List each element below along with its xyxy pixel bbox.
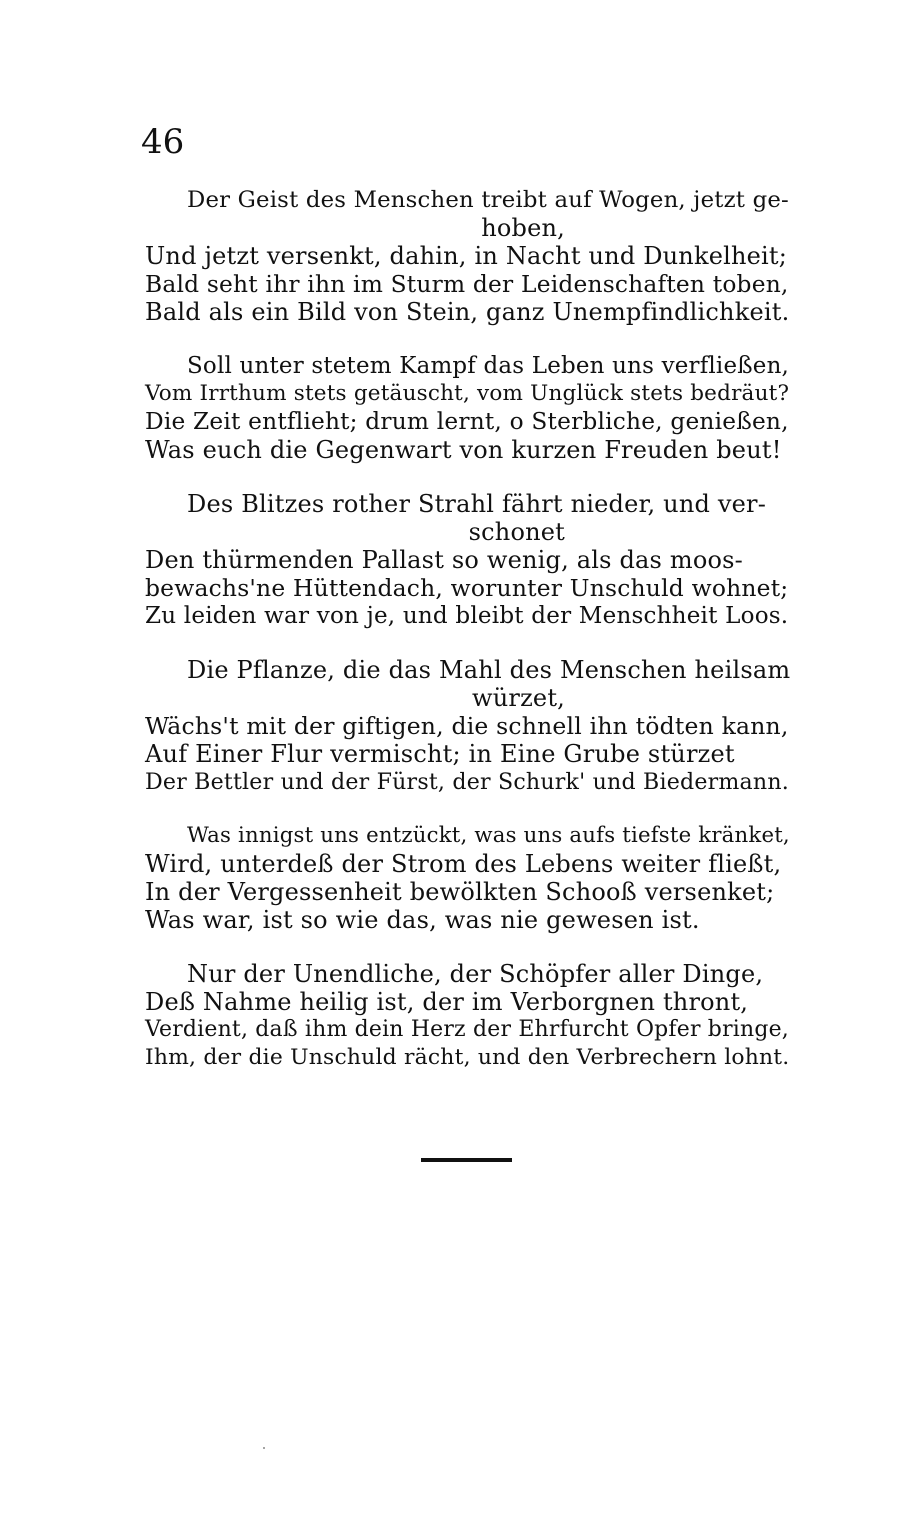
poem-line: Die Zeit entflieht; drum lernt, o Sterbliche, genießen, — [145, 408, 789, 435]
stanza — [145, 960, 795, 1072]
stanza — [145, 822, 795, 934]
poem-line: Die Pflanze, die das Mahl des Menschen heilsam — [187, 656, 791, 684]
poem-line: Der Bettler und der Fürst, der Schurk' und Biedermann. — [145, 769, 789, 795]
poem-line: Was war, ist so wie das, was nie gewesen ist. — [145, 906, 700, 934]
poem-line: In der Vergessenheit bewölkten Schooß versenket; — [145, 878, 775, 906]
poem-line-runover: würzet, — [472, 684, 565, 712]
poem-line: Deß Nahme heilig ist, der im Verborgnen thront, — [145, 988, 749, 1016]
poem-line: bewachs'ne Hüttendach, worunter Unschuld wohnet; — [145, 574, 789, 602]
paper-speck — [263, 1447, 265, 1449]
poem-line: Ihm, der die Unschuld rächt, und den Verbrechern lohnt. — [145, 1045, 790, 1070]
poem-line: Wächs't mit der giftigen, die schnell ihn tödten kann, — [145, 712, 789, 740]
poem-line: Der Geist des Menschen treibt auf Wogen, jetzt ge- — [187, 187, 789, 213]
poem-line: Was euch die Gegenwart von kurzen Freuden beut! — [145, 436, 782, 464]
poem-line-runover: hoben, — [481, 214, 565, 242]
poem-line: Wird, unterdeß der Strom des Lebens weiter fließt, — [145, 850, 782, 878]
poem — [145, 186, 795, 1098]
poem-line: Verdient, daß ihm dein Herz der Ehrfurcht Opfer bringe, — [145, 1017, 789, 1042]
poem-line: Vom Irrthum stets getäuscht, vom Unglück stets bedräut? — [145, 381, 790, 406]
poem-line: Bald als ein Bild von Stein, ganz Unempfindlichkeit. — [145, 298, 790, 326]
poem-line: Bald seht ihr ihn im Sturm der Leidenschaften toben, — [145, 270, 789, 298]
stanza — [145, 656, 795, 796]
poem-line: Soll unter stetem Kampf das Leben uns verfließen, — [187, 353, 790, 379]
end-divider-rule — [421, 1158, 512, 1162]
poem-line-runover: schonet — [468, 518, 565, 546]
stanza — [145, 352, 795, 464]
poem-line: Den thürmenden Pallast so wenig, als das moos- — [145, 546, 743, 574]
poem-line: Des Blitzes rother Strahl fährt nieder, und ver- — [187, 490, 767, 518]
page-number: 46 — [141, 122, 185, 162]
stanza — [145, 490, 795, 630]
poem-line: Nur der Unendliche, der Schöpfer aller Dinge, — [187, 960, 764, 988]
poem-line: Und jetzt versenkt, dahin, in Nacht und Dunkelheit; — [145, 242, 788, 270]
poem-line: Was innigst uns entzückt, was uns aufs tiefste kränket, — [187, 823, 790, 848]
stanza — [145, 186, 795, 326]
poem-line: Zu leiden war von je, und bleibt der Menschheit Loos. — [145, 603, 789, 629]
poem-line: Auf Einer Flur vermischt; in Eine Grube stürzet — [145, 740, 735, 768]
